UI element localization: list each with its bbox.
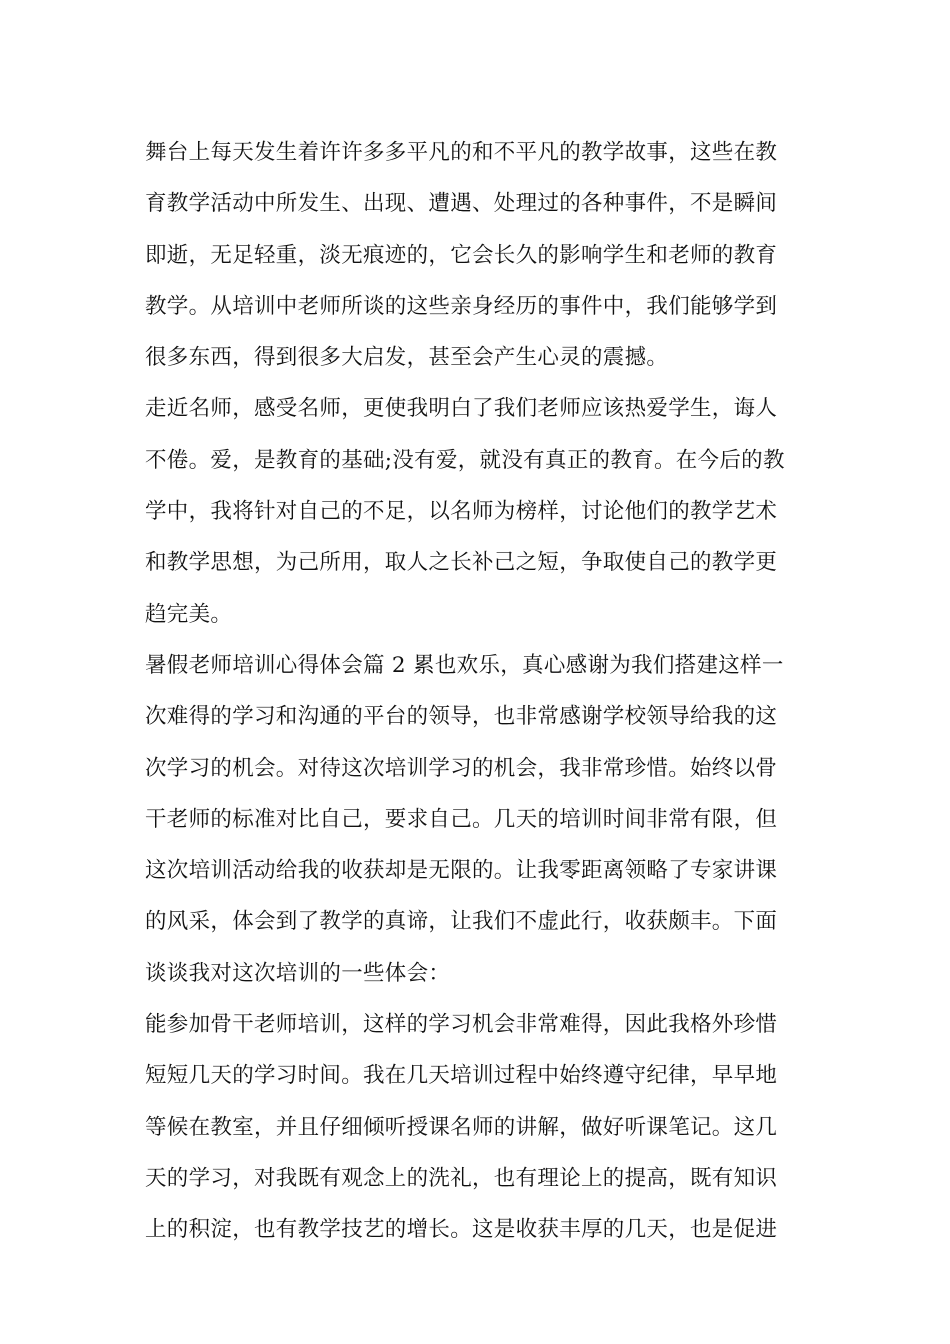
text-line: 学中，我将针对自己的不足，以名师为榜样，讨论他们的教学艺术	[145, 499, 778, 525]
text-line: 次学习的机会。对待这次培训学习的机会，我非常珍惜。始终以骨	[145, 755, 778, 781]
text-line: 不倦。爱，是教育的基础;没有爱，就没有真正的教育。在今后的教	[145, 447, 785, 473]
text-line: 干老师的标准对比自己，要求自己。几天的培训时间非常有限，但	[145, 806, 778, 832]
text-line: 次难得的学习和沟通的平台的领导，也非常感谢学校领导给我的这	[145, 704, 778, 730]
text-line: 育教学活动中所发生、出现、遭遇、处理过的各种事件，不是瞬间	[145, 191, 778, 217]
text-line: 短短几天的学习时间。我在几天培训过程中始终遵守纪律，早早地	[145, 1063, 778, 1089]
text-line: 很多东西，得到很多大启发，甚至会产生心灵的震撼。	[145, 345, 669, 371]
text-line: 天的学习，对我既有观念上的洗礼，也有理论上的提高，既有知识	[145, 1165, 778, 1191]
text-line: 教学。从培训中老师所谈的这些亲身经历的事件中，我们能够学到	[145, 293, 778, 319]
text-line: 即逝，无足轻重，淡无痕迹的，它会长久的影响学生和老师的教育	[145, 242, 778, 268]
text-line: 能参加骨干老师培训，这样的学习机会非常难得，因此我格外珍惜	[145, 1012, 778, 1038]
text-line: 的风采，体会到了教学的真谛，让我们不虚此行，收获颇丰。下面	[145, 909, 778, 935]
text-line: 暑假老师培训心得体会篇 2 累也欢乐，真心感谢为我们搭建这样一	[145, 652, 784, 678]
text-line: 上的积淀，也有教学技艺的增长。这是收获丰厚的几天，也是促进	[145, 1217, 778, 1243]
document-body	[145, 127, 807, 1256]
text-line: 走近名师，感受名师，更使我明白了我们老师应该热爱学生，诲人	[145, 396, 778, 422]
text-line: 舞台上每天发生着许许多多平凡的和不平凡的教学故事，这些在教	[145, 140, 778, 165]
text-line: 等候在教室，并且仔细倾听授课名师的讲解，做好听课笔记。这几	[145, 1114, 778, 1140]
text-line: 趋完美。	[145, 601, 233, 627]
text-line: 这次培训活动给我的收获却是无限的。让我零距离领略了专家讲课	[145, 858, 778, 884]
text-line: 和教学思想，为己所用，取人之长补己之短，争取使自己的教学更	[145, 550, 778, 576]
text-line: 谈谈我对这次培训的一些体会：	[145, 960, 451, 986]
